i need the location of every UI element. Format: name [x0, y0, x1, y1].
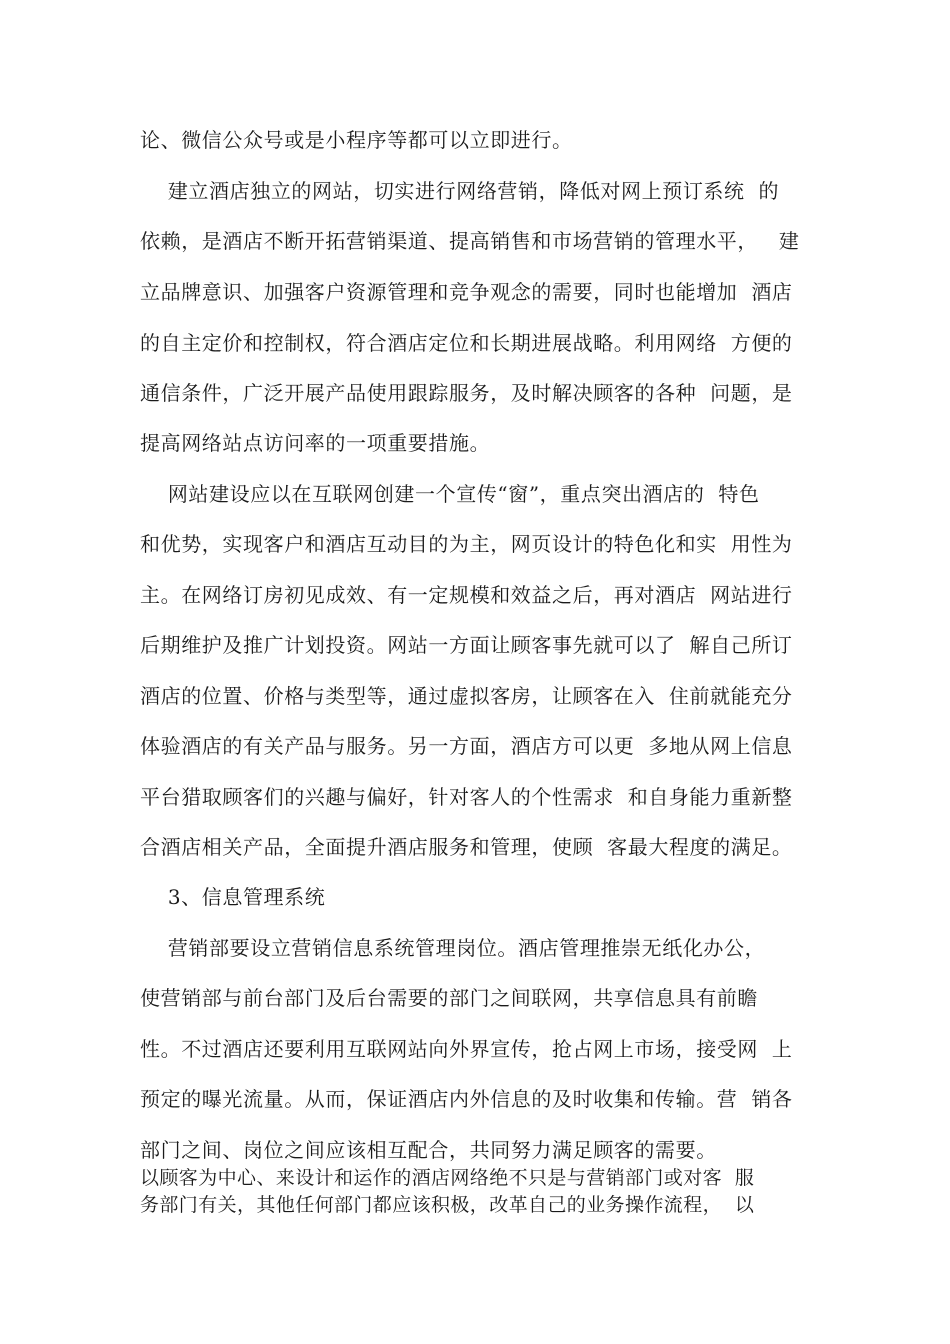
text-line: 立品牌意识、加强客户资源管理和竞争观念的需要，同时也能增加 酒店 [140, 280, 793, 304]
section-heading: 3、信息管理系统 [140, 885, 326, 909]
text-line: 务部门有关，其他任何部门都应该积极，改革自己的业务操作流程， 以 [140, 1194, 755, 1216]
text-line: 性。不过酒店还要利用互联网站向外界宣传，抢占网上市场，接受网 上 [140, 1037, 793, 1061]
text-line: 以顾客为中心、来设计和运作的酒店网络绝不只是与营销部门或对客 服 [140, 1167, 755, 1189]
text-line: 和优势，实现客户和酒店互动目的为主，网页设计的特色化和实 用性为 [140, 532, 793, 556]
text-line: 后期维护及推广计划投资。网站一方面让顾客事先就可以了 解自己所订 [140, 633, 793, 657]
text-line: 的自主定价和控制权，符合酒店定位和长期进展战略。利用网络 方便的 [140, 331, 793, 355]
text-line: 合酒店相关产品，全面提升酒店服务和管理，使顾 客最大程度的满足。 [140, 835, 793, 859]
text-line: 通信条件，广泛开展产品使用跟踪服务，及时解决顾客的各种 问题，是 [140, 381, 793, 405]
text-line: 建立酒店独立的网站，切实进行网络营销，降低对网上预订系统 的 [140, 179, 780, 203]
text-line: 部门之间、岗位之间应该相互配合，共同努力满足顾客的需要。 [140, 1138, 717, 1162]
text-line: 平台猎取顾客们的兴趣与偏好，针对客人的个性需求 和自身能力重新整 [140, 785, 793, 809]
text-line: 网站建设应以在互联网创建一个宣传“窗”，重点突出酒店的 特色 [140, 482, 760, 506]
text-line: 主。在网络订房初见成效、有一定规模和效益之后，再对酒店 网站进行 [140, 583, 793, 607]
text-line: 提高网络站点访问率的一项重要措施。 [140, 431, 491, 455]
text-line: 预定的曝光流量。从而，保证酒店内外信息的及时收集和传输。营 销各 [140, 1087, 793, 1111]
text-line: 营销部要设立营销信息系统管理岗位。酒店管理推崇无纸化办公， [140, 936, 766, 960]
text-line: 使营销部与前台部门及后台需要的部门之间联网，共享信息具有前瞻 [140, 986, 758, 1010]
text-line: 依赖，是酒店不断开拓营销渠道、提高销售和市场营销的管理水平， 建 [140, 229, 800, 253]
text-line: 酒店的位置、价格与类型等，通过虚拟客房，让顾客在入 住前就能充分 [140, 684, 793, 708]
text-line: 论、微信公众号或是小程序等都可以立即进行。 [140, 128, 573, 152]
text-line: 体验酒店的有关产品与服务。另一方面，酒店方可以更 多地从网上信息 [140, 734, 793, 758]
